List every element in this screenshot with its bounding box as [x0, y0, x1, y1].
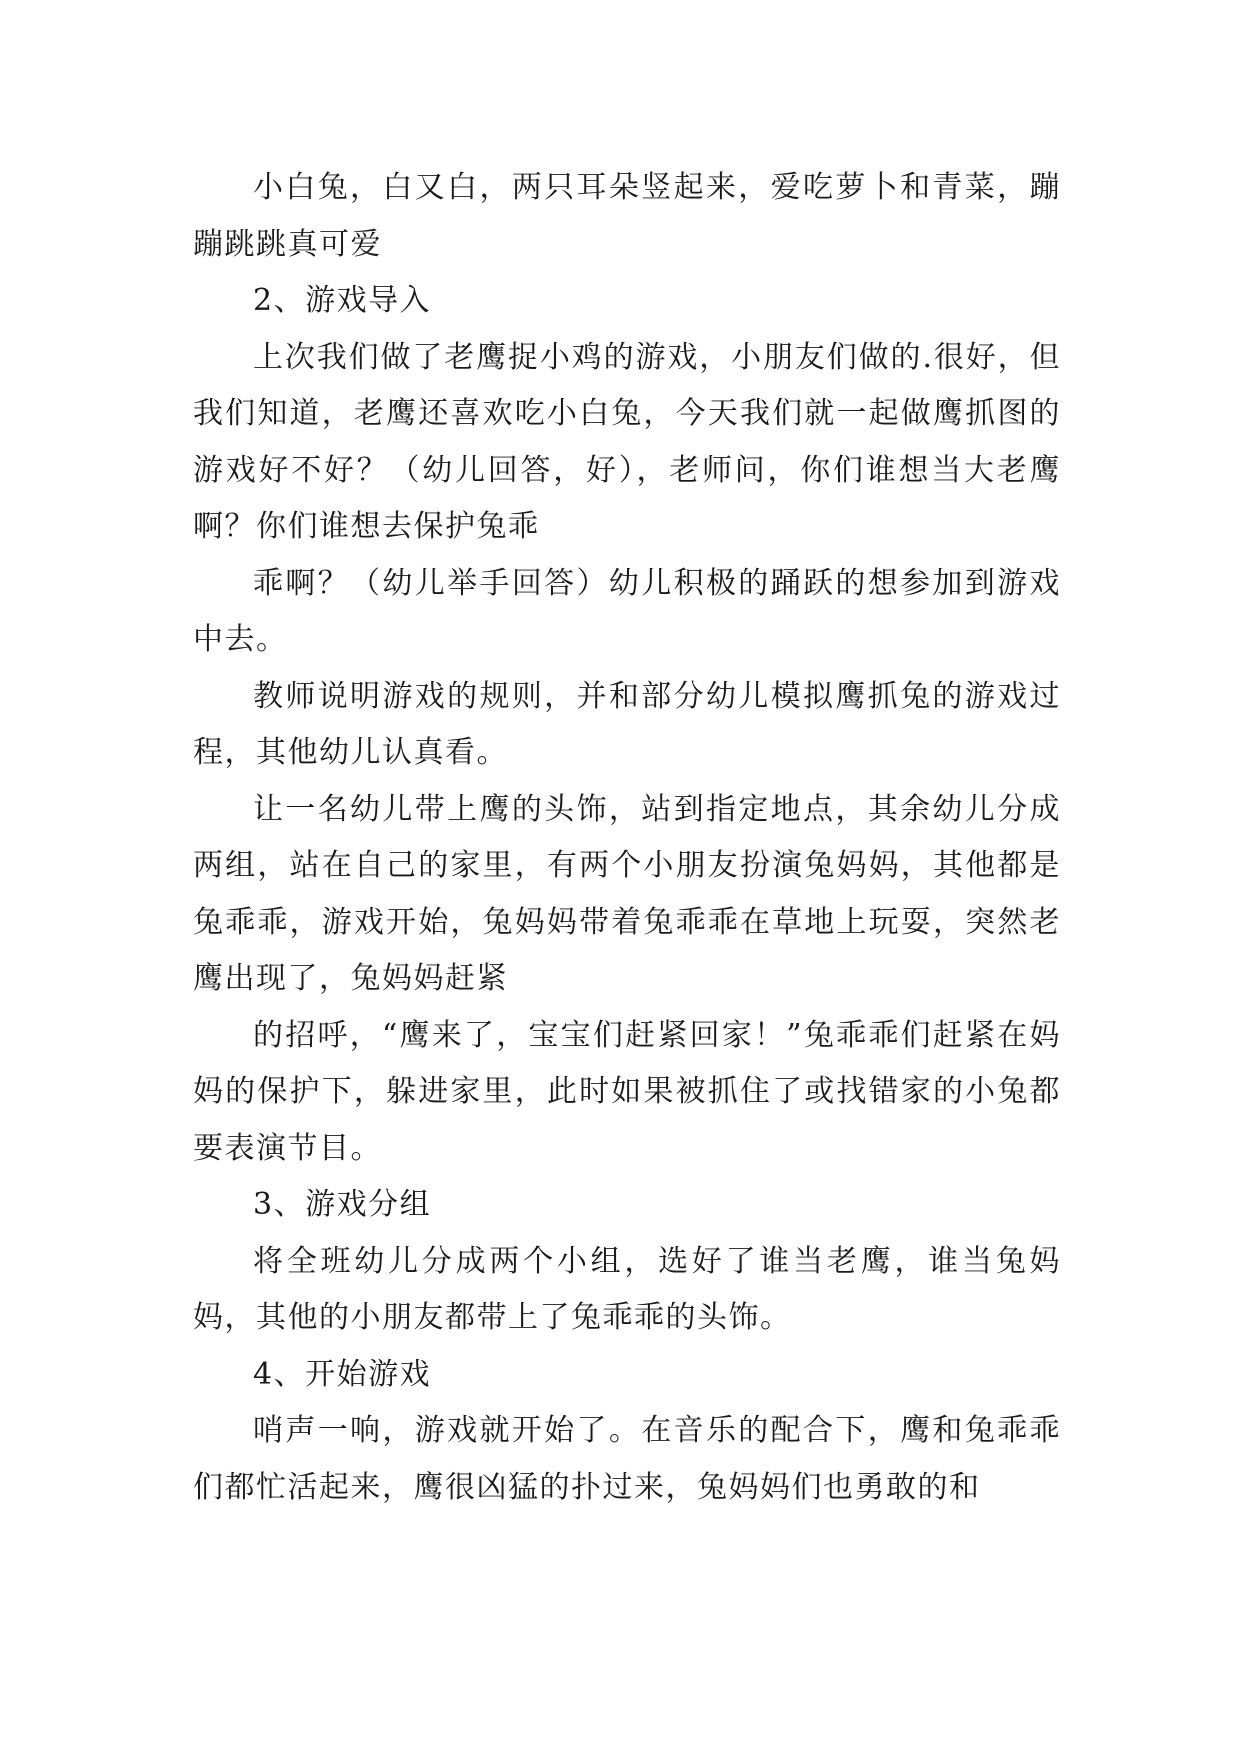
paragraph-children-answer: 乖啊？（幼儿举手回答）幼儿积极的踊跃的想参加到游戏中去。	[193, 565, 1061, 657]
heading-game-intro: 2、游戏导入	[253, 283, 432, 318]
paragraph-game-setup: 让一名幼儿带上鹰的头饰，站到指定地点，其余幼儿分成两组，站在自己的家里，有两个小朋友扮演兔妈妈，其他都是兔乖乖，游戏开始，兔妈妈带着兔乖乖在草地上玩耍，突然老鹰出现了，兔妈妈赶紧	[193, 791, 1061, 996]
paragraph-grouping: 将全班幼儿分成两个小组，选好了谁当老鹰，谁当兔妈妈，其他的小朋友都带上了兔乖乖的头饰。	[193, 1243, 1061, 1335]
paragraph-rabbit-rhyme: 小白兔，白又白，两只耳朵竖起来，爱吃萝卜和青菜，蹦蹦跳跳真可爱	[193, 170, 1061, 262]
paragraph-teacher-explains: 教师说明游戏的规则，并和部分幼儿模拟鹰抓兔的游戏过程，其他幼儿认真看。	[193, 678, 1061, 770]
heading-start-game: 4、开始游戏	[253, 1356, 432, 1392]
document-body	[193, 160, 1061, 1516]
paragraph-game-intro: 上次我们做了老鹰捉小鸡的游戏，小朋友们做的.很好，但我们知道，老鹰还喜欢吃小白兔，今天我们就一起做鹰抓图的游戏好不好？（幼儿回答，好），老师问，你们谁想当大老鹰啊？你们谁想去保护兔乖	[193, 339, 1061, 544]
heading-grouping: 3、游戏分组	[253, 1187, 432, 1222]
paragraph-start-game: 哨声一响，游戏就开始了。在音乐的配合下，鹰和兔乖乖们都忙活起来，鹰很凶猛的扑过来，兔妈妈们也勇敢的和	[193, 1413, 1061, 1505]
paragraph-mother-calls: 的招呼，“鹰来了，宝宝们赶紧回家！”兔乖乖们赶紧在妈妈的保护下，躲进家里，此时如果被抓住了或找错家的小兔都要表演节目。	[193, 1017, 1061, 1166]
